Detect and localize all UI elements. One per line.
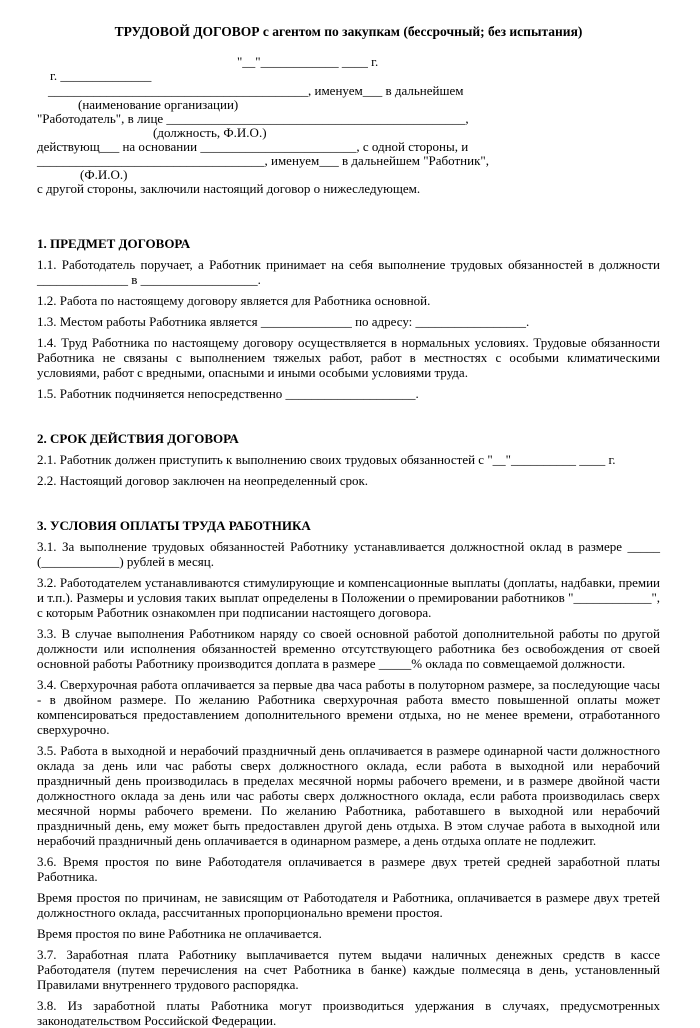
paragraph-1-1: 1.1. Работодатель поручает, а Работник принимает на себя выполнение трудовых обязанностей в должности ______________ в __________________. bbox=[37, 257, 660, 287]
paragraph-1-2: 1.2. Работа по настоящему договору является для Работника основной. bbox=[37, 293, 431, 308]
paragraph-3-5: 3.5. Работа в выходной и нерабочий праздничный день оплачивается в размере одинарной части должностного оклада за день или час работы сверх должностного оклада, если работа в выходной или нерабочий праздничный день производилась в пределах месячной нормы рабочего времени, и в размере двойной части должностного оклада за день или час работы сверх должностного оклада, если работа производилась сверх месячной нормы рабочего времени. По желанию Работника, работавшего в выходной или нерабочий праздничный день, ему может быть предоставлен другой день отдыха. В этом случае работа в выходной или нерабочий праздничный день оплачивается в одинарном размере, а день отдыха оплате не подлежит. bbox=[37, 743, 660, 848]
city-date-line bbox=[37, 54, 660, 83]
section-2-heading: 2. СРОК ДЕЙСТВИЯ ДОГОВОРА bbox=[37, 431, 239, 446]
paragraph-3-3: 3.3. В случае выполнения Работником наряду со своей основной работой дополнительной работы по другой должности или исполнения обязанностей временно отсутствующего работника без освобождения от своей основной работы Работнику производится доплата в размере _____% оклада по совмещаемой должности. bbox=[37, 626, 660, 671]
section-term bbox=[37, 431, 660, 488]
paragraph-1-4: 1.4. Труд Работника по настоящему договору осуществляется в нормальных условиях. Трудовые обязанности Работника не связаны с выполнением тяжелых работ, работ в местностях с особыми климатическими условиями, работ с вредными, опасными и иными особыми условиями труда. bbox=[37, 335, 660, 380]
paragraph-3-6-downtime-worker: Время простоя по вине Работника не оплачивается. bbox=[37, 926, 322, 941]
city-blank: г. ______________ bbox=[50, 68, 152, 83]
employer-representative-line: "Работодатель", в лице ______________________________________________, bbox=[37, 111, 469, 126]
section-3-heading: 3. УСЛОВИЯ ОПЛАТЫ ТРУДА РАБОТНИКА bbox=[37, 518, 311, 533]
section-payment bbox=[37, 518, 660, 1028]
acting-basis-line: действующ___ на основании ________________________, с одной стороны, и bbox=[37, 139, 469, 154]
paragraph-3-2: 3.2. Работодателем устанавливаются стимулирующие и компенсационные выплаты (доплаты, надбавки, премии и т.п.). Размеры и условия таких выплат определены в Положении о премировании работников "____________", с которым Работник ознакомлен при подписании настоящего договора. bbox=[37, 575, 660, 620]
paragraph-3-8: 3.8. Из заработной платы Работника могут производиться удержания в случаях, предусмотренных законодательством Российской Федерации. bbox=[37, 998, 660, 1028]
section-subject bbox=[37, 236, 660, 401]
fio-caption: (Ф.И.О.) bbox=[80, 167, 128, 182]
document-title: ТРУДОВОЙ ДОГОВОР с агентом по закупкам (бессрочный; без испытания) bbox=[114, 24, 583, 39]
paragraph-3-6: 3.6. Время простоя по вине Работодателя оплачивается в размере двух третей средней заработной платы Работника. bbox=[37, 854, 660, 884]
paragraph-3-1: 3.1. За выполнение трудовых обязанностей Работнику устанавливается должностной оклад в размере _____ (____________) рублей в месяц. bbox=[37, 539, 660, 569]
section-1-heading: 1. ПРЕДМЕТ ДОГОВОРА bbox=[37, 236, 191, 251]
paragraph-3-6-downtime-neutral: Время простоя по причинам, не зависящим от Работодателя и Работника, оплачивается в размере двух третей должностного оклада, рассчитанных пропорционально времени простоя. bbox=[37, 890, 660, 920]
date-blank: "__"____________ ____ г. bbox=[237, 54, 379, 69]
paragraph-1-3: 1.3. Местом работы Работника является ______________ по адресу: _________________. bbox=[37, 314, 530, 329]
paragraph-2-2: 2.2. Настоящий договор заключен на неопределенный срок. bbox=[37, 473, 369, 488]
organization-name-blank: ________________________________________, именуем___ в дальнейшем bbox=[48, 83, 464, 98]
worker-name-line: ___________________________________, именуем___ в дальнейшем "Работник", bbox=[37, 153, 489, 168]
paragraph-2-1: 2.1. Работник должен приступить к выполнению своих трудовых обязанностей с "__"__________ ____ г. bbox=[37, 452, 616, 467]
intro-closing-line: с другой стороны, заключили настоящий договор о нижеследующем. bbox=[37, 181, 421, 196]
intro-block bbox=[37, 84, 660, 196]
paragraph-1-5: 1.5. Работник подчиняется непосредственно ____________________. bbox=[37, 386, 419, 401]
paragraph-3-4: 3.4. Сверхурочная работа оплачивается за первые два часа работы в полуторном размере, за последующие часы - в двойном размере. По желанию Работника сверхурочная работа вместо повышенной оплаты может компенсироваться предоставлением дополнительного времени отдыха, но не менее времени, отработанного сверхурочно. bbox=[37, 677, 660, 737]
position-fio-caption: (должность, Ф.И.О.) bbox=[153, 125, 267, 140]
paragraph-3-7: 3.7. Заработная плата Работнику выплачивается путем выдачи наличных денежных средств в кассе Работодателя (путем перечисления на счет Работника в банке) каждые полмесяца в день, установленный Правилами внутреннего трудового распорядка. bbox=[37, 947, 660, 992]
organization-name-caption: (наименование организации) bbox=[78, 97, 239, 112]
